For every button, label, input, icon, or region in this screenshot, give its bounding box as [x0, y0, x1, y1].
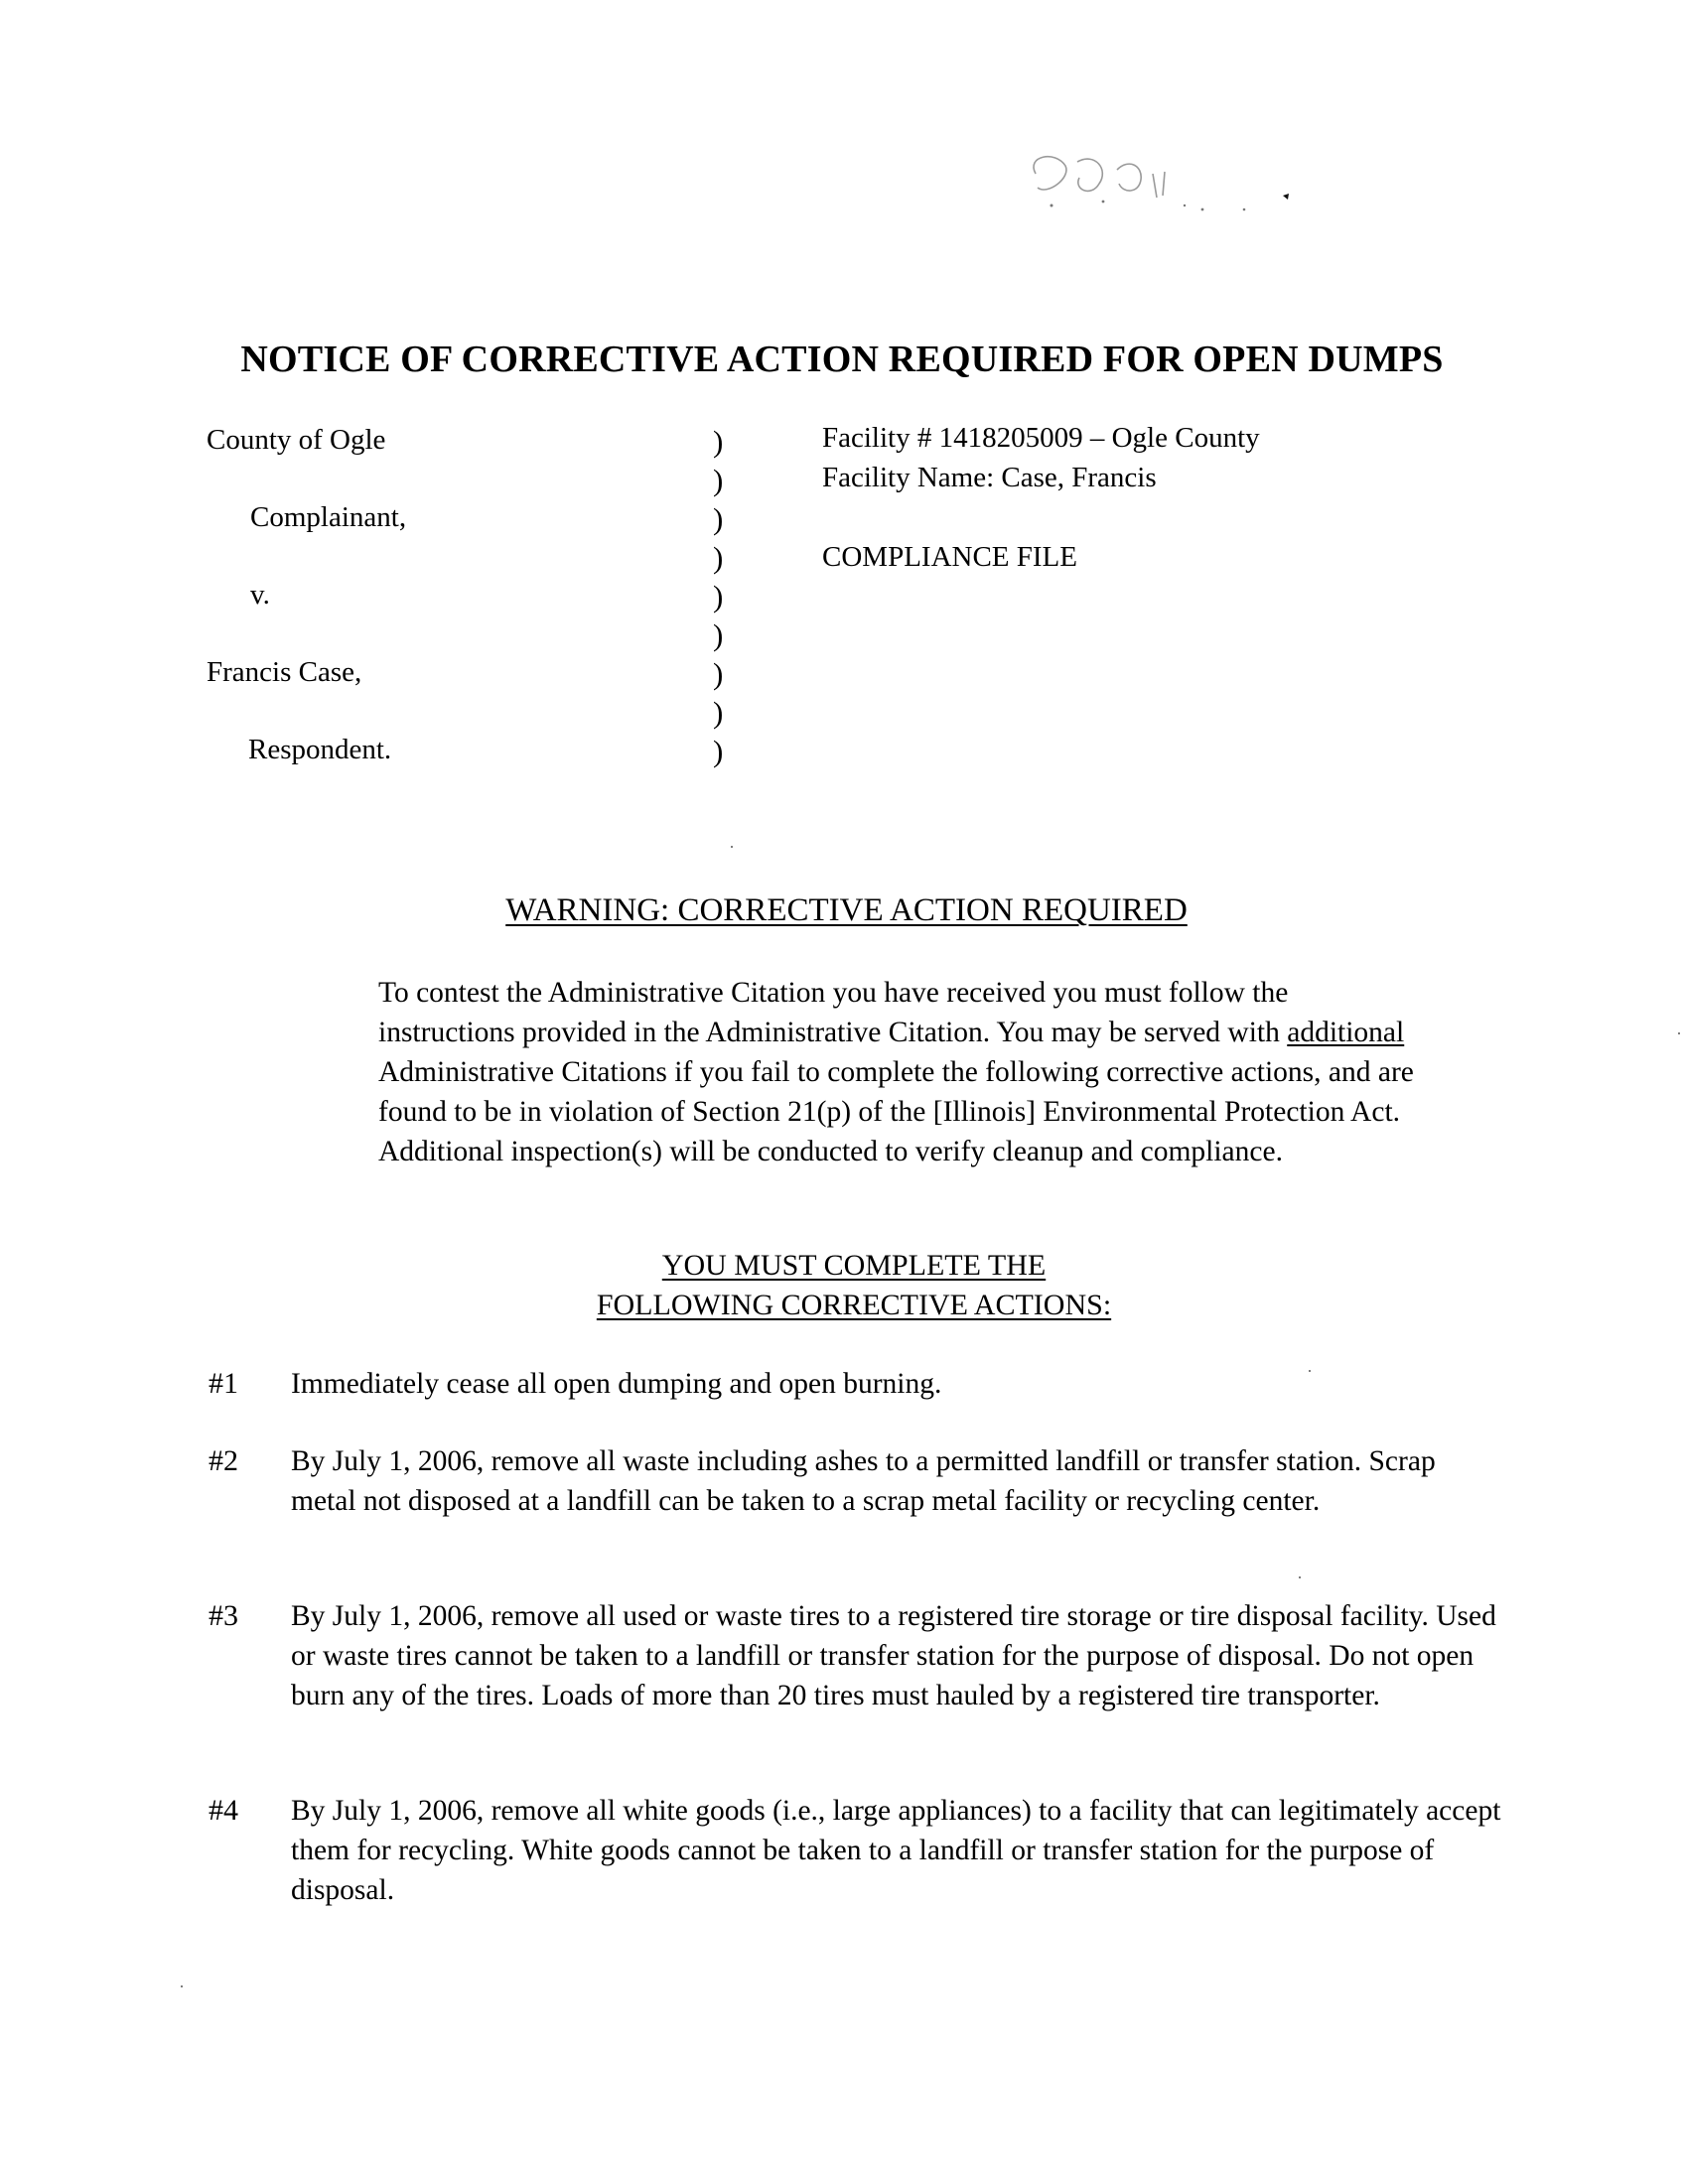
action-text: By July 1, 2006, remove all white goods (i.e., large appliances) to a facility that can legitimately accept them for recycling. White goods cannot be taken to a landfill or transfer station for the purpose of disposal.	[291, 1795, 1501, 1906]
action-number: #1	[209, 1367, 238, 1400]
caption-paren: )	[713, 579, 724, 614]
facility-name: Facility Name: Case, Francis	[822, 462, 1157, 493]
caption-paren: )	[713, 695, 724, 730]
action-text: By July 1, 2006, remove all used or waste tires to a registered tire storage or tire disposal facility. Used or waste tires cannot be taken to a landfill or transfer station for the purpose of disposal. Do not open burn any of the tires. Loads of more than 20 tires must hauled by a registered tire transporter.	[291, 1600, 1496, 1711]
scan-speck	[1299, 1576, 1301, 1578]
action-text: Immediately cease all open dumping and open burning.	[291, 1368, 942, 1400]
scan-speck	[181, 1985, 183, 1987]
caption-complainant-name: County of Ogle	[207, 424, 386, 456]
caption-respondent-name: Francis Case,	[207, 656, 362, 688]
intro-text-part1: To contest the Administrative Citation you have received you must follow the instructions provided in the Administrative Citation. You may be served with	[378, 977, 1289, 1048]
caption-paren: )	[713, 617, 724, 652]
scan-speck	[1678, 1032, 1680, 1034]
must-complete-heading	[0, 1246, 1684, 1325]
intro-paragraph	[378, 973, 1431, 1171]
document-title: NOTICE OF CORRECTIVE ACTION REQUIRED FOR OPEN DUMPS	[240, 339, 1444, 380]
caption-paren: )	[713, 424, 724, 459]
faint-stamp-mark	[1008, 144, 1306, 218]
intro-underlined-word: additional	[1287, 1017, 1405, 1048]
action-number: #4	[209, 1794, 238, 1827]
must-complete-line2: FOLLOWING CORRECTIVE ACTIONS:	[596, 1289, 1112, 1321]
scan-speck	[731, 846, 733, 848]
scan-speck	[1309, 1370, 1311, 1372]
action-number: #3	[209, 1599, 238, 1632]
action-text: By July 1, 2006, remove all waste including ashes to a permitted landfill or transfer station. Scrap metal not disposed at a landfill can be taken to a scrap metal facility or recycling center.	[291, 1445, 1436, 1517]
caption-complainant-label: Complainant,	[250, 501, 407, 533]
caption-paren: )	[713, 734, 724, 768]
must-complete-line1: YOU MUST COMPLETE THE	[661, 1249, 1047, 1282]
compliance-file-label: COMPLIANCE FILE	[822, 541, 1077, 573]
caption-respondent-label: Respondent.	[248, 734, 392, 765]
caption-versus: v.	[250, 579, 270, 611]
intro-text-part2: Administrative Citations if you fail to complete the following corrective actions, and are found to be in violation of Section 21(p) of the [Illinois] Environmental Protection Act. Additional inspection(s) will be conducted to verify cleanup and compliance.	[378, 1056, 1414, 1167]
warning-heading: WARNING: CORRECTIVE ACTION REQUIRED	[505, 892, 1188, 928]
caption-paren: )	[713, 463, 724, 497]
facility-number: Facility # 1418205009 – Ogle County	[822, 422, 1260, 454]
caption-paren: )	[713, 540, 724, 575]
action-number: #2	[209, 1444, 238, 1477]
caption-paren: )	[713, 656, 724, 691]
caption-paren: )	[713, 501, 724, 536]
